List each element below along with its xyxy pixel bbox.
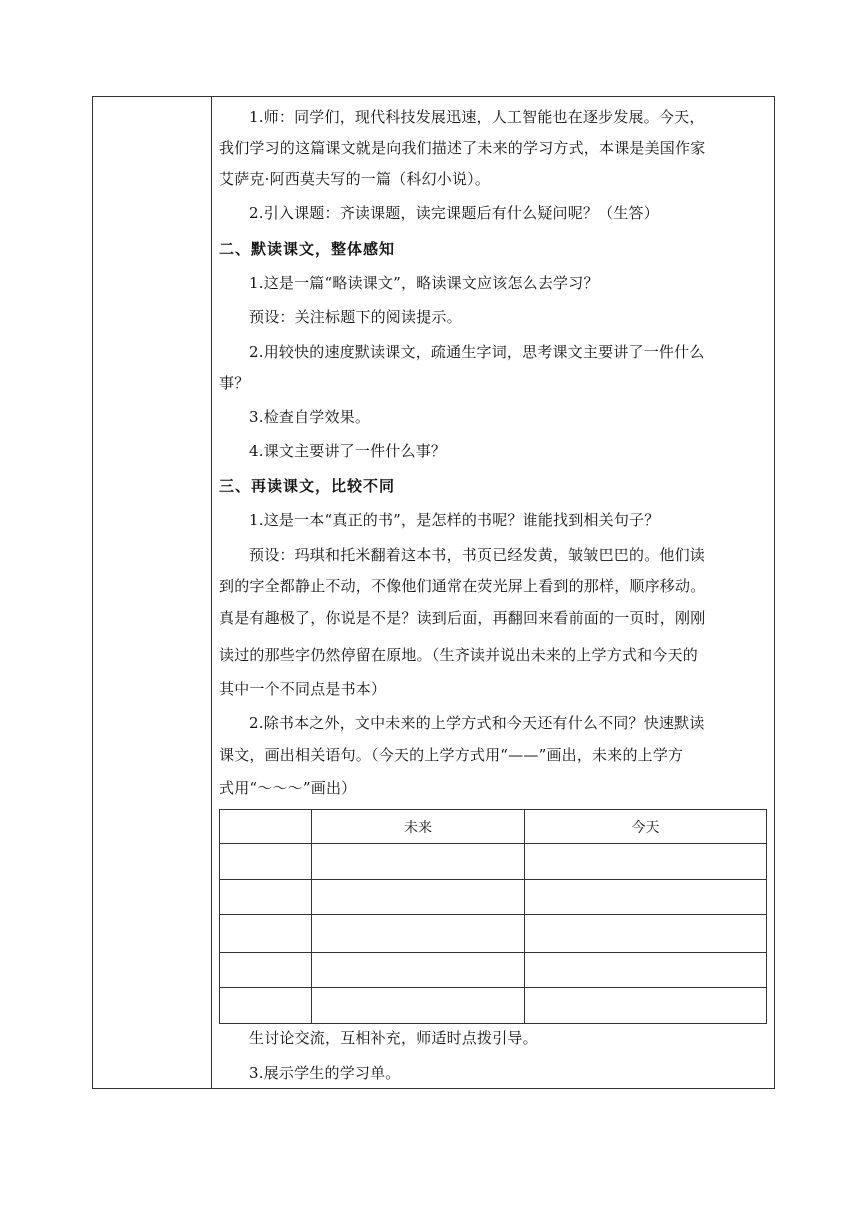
- table-cell: [525, 953, 767, 988]
- table-header-cell: 今天: [525, 810, 767, 844]
- comparison-table: [219, 809, 767, 1024]
- paragraph-line: 3.检查自学效果。: [249, 408, 371, 426]
- paragraph-line: 1.师：同学们，现代科技发展迅速，人工智能也在逐步发展。今天，: [249, 108, 705, 126]
- paragraph-line: 预设：关注标题下的阅读提示。: [249, 308, 462, 326]
- paragraph-line: 读过的那些字仍然停留在原地。（生齐读并说出未来的上学方式和今天的: [219, 646, 698, 664]
- paragraph-line: 其中一个不同点是书本）: [219, 680, 387, 698]
- table-cell: [312, 880, 525, 915]
- section-heading-3: 三、再读课文，比较不同: [219, 477, 396, 495]
- paragraph-line: 1.这是一篇“略读课文”，略读课文应该怎么去学习？: [249, 274, 599, 292]
- paragraph-line: 式用“～～～”画出）: [219, 779, 357, 797]
- table-header-cell: 未来: [312, 810, 525, 844]
- table-cell: [312, 953, 525, 988]
- table-row: [220, 988, 767, 1024]
- paragraph-line: 4.课文主要讲了一件什么事？: [249, 442, 447, 460]
- table-cell: [220, 880, 312, 915]
- paragraph-line: 2.引入课题：齐读课题，读完课题后有什么疑问呢？（生答）: [249, 204, 659, 222]
- paragraph-line: 我们学习的这篇课文就是向我们描述了未来的学习方式，本课是美国作家: [219, 139, 706, 157]
- paragraph-line: 生讨论交流，互相补充，师适时点拨引导。: [249, 1029, 538, 1047]
- paragraph-line: 课文，画出相关语句。（今天的上学方式用“——”画出，未来的上学方: [219, 746, 684, 764]
- paragraph-line: 到的字全都静止不动，不像他们通常在荧光屏上看到的那样，顺序移动。: [219, 577, 706, 595]
- table-cell: [220, 953, 312, 988]
- table-cell: [525, 988, 767, 1024]
- lesson-plan-table: [92, 96, 775, 1089]
- table-cell: [525, 880, 767, 915]
- table-cell: [312, 988, 525, 1024]
- table-cell: [220, 844, 312, 880]
- section-heading-2: 二、默读课文，整体感知: [219, 240, 396, 258]
- paragraph-line: 1.这是一本“真正的书”，是怎样的书呢？谁能找到相关句子？: [249, 511, 660, 529]
- column-divider: [211, 97, 212, 1088]
- table-cell: [525, 915, 767, 953]
- table-header-cell: [220, 810, 312, 844]
- table-header-row: [220, 810, 767, 844]
- paragraph-line: 3.展示学生的学习单。: [249, 1064, 401, 1082]
- table-cell: [220, 988, 312, 1024]
- paragraph-line: 预设：玛琪和托米翻着这本书，书页已经发黄，皱皱巴巴的。他们读: [249, 546, 706, 564]
- table-cell: [220, 915, 312, 953]
- table-row: [220, 844, 767, 880]
- table-row: [220, 915, 767, 953]
- paragraph-line: 2.除书本之外，文中未来的上学方式和今天还有什么不同？快速默读: [249, 714, 705, 732]
- paragraph-line: 2.用较快的速度默读课文，疏通生字词，思考课文主要讲了一件什么: [249, 343, 705, 361]
- table-cell: [525, 844, 767, 880]
- table-row: [220, 953, 767, 988]
- paragraph-line: 事？: [219, 374, 250, 392]
- table-row: [220, 880, 767, 915]
- table-cell: [312, 915, 525, 953]
- table-cell: [312, 844, 525, 880]
- paragraph-line: 真是有趣极了，你说是不是？读到后面，再翻回来看前面的一页时，刚刚: [219, 609, 706, 627]
- paragraph-line: 艾萨克·阿西莫夫写的一篇（科幻小说）。: [219, 170, 491, 188]
